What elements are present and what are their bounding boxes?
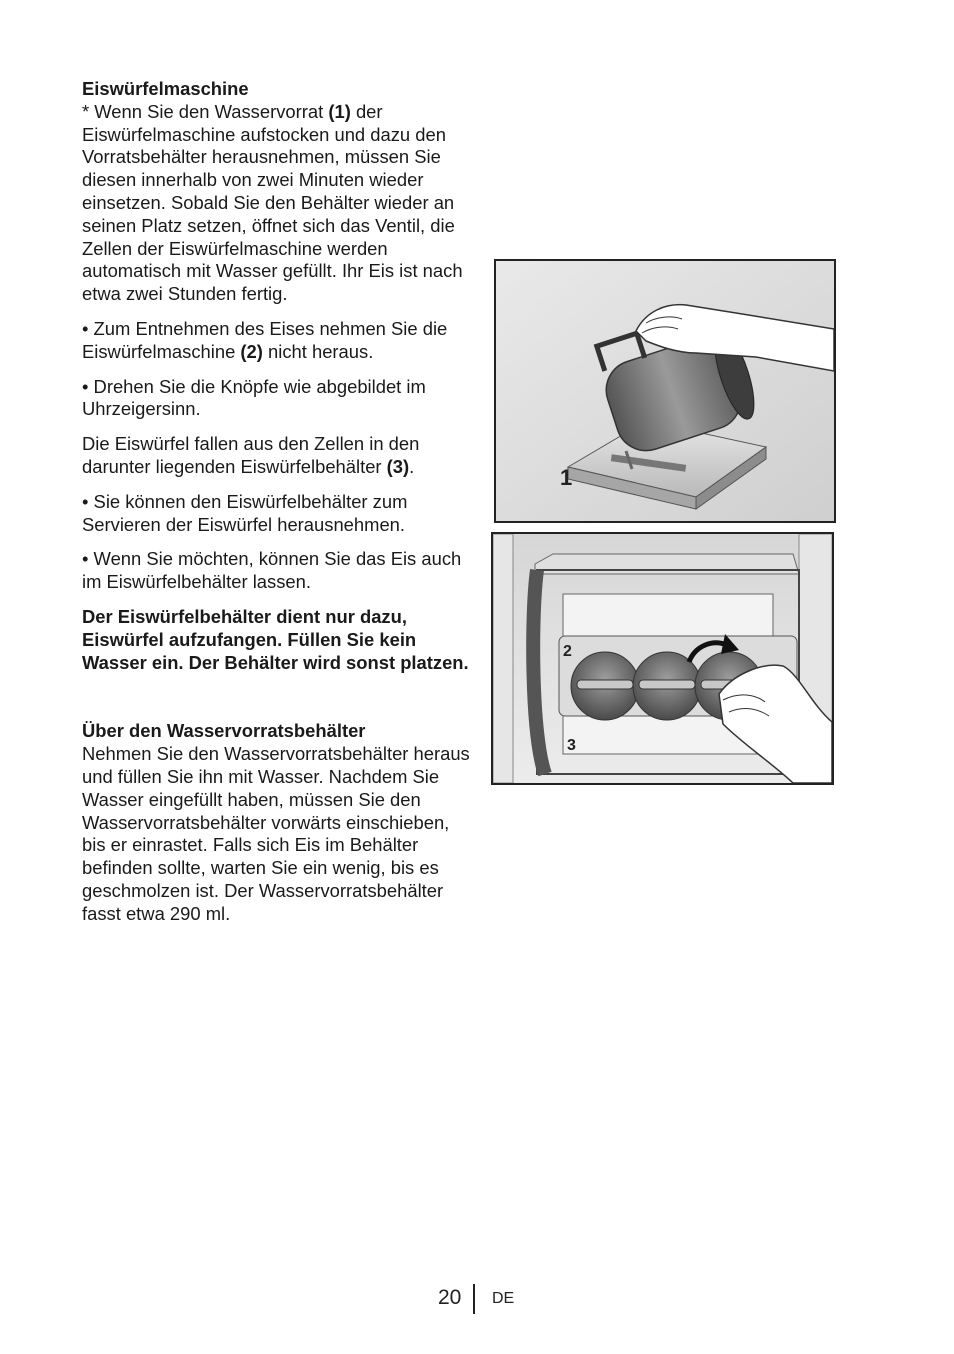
paragraph-cubes-fall-text-b: . bbox=[409, 455, 415, 477]
ref-3: (3) bbox=[386, 455, 410, 477]
bullet-remove-ice-text-a: • Zum Entnehmen des Eises nehmen Sie die Eiswürfelmaschine bbox=[82, 317, 448, 362]
spacer bbox=[82, 686, 470, 720]
paragraph-refill-text-b: der Eiswürfelmaschine aufstocken und dazu den Vorratsbehälter herausnehmen, müssen Sie diesen innerhalb von zwei Minuten wieder einsetzen. Sobald Sie den Behälter wieder an seinen Platz setzen, öffnet sich das Ventil, die Zellen der Eiswürfelmaschine werden automatisch mit Wasser gefüllt. Ihr Eis ist nach etwa zwei Stunden fertig. bbox=[82, 100, 463, 305]
refill-illustration bbox=[496, 261, 834, 521]
paragraph-cubes-fall-text-a: Die Eiswürfel fallen aus den Zellen in den darunter liegenden Eiswürfelbehälter bbox=[82, 433, 420, 477]
knobs-illustration bbox=[493, 534, 832, 783]
bullet-remove-ice bbox=[82, 318, 470, 364]
bullet-turn-knobs: • Drehen Sie die Knöpfe wie abgebildet im Uhrzeigersinn. bbox=[82, 375, 426, 420]
ref-2: (2) bbox=[240, 340, 263, 362]
heading-ice-maker: Eiswürfelmaschine bbox=[82, 78, 249, 99]
section-ice-maker bbox=[82, 78, 470, 306]
heading-water-tank: Über den Wasservorratsbehälter bbox=[82, 720, 366, 742]
page-number: 20 bbox=[438, 1286, 462, 1309]
paragraph-water-tank: Nehmen Sie den Wasservorratsbehälter heraus und füllen Sie ihn mit Wasser. Nachdem Sie Wasser eingefüllt haben, müssen Sie den Wasservorratsbehälter vorwärts einschieben, bis er einrastet. Falls sich Eis im Behälter befinden sollte, warten Sie ein wenig, bis es geschmolzen ist. Der Wasservorratsbehälter fasst etwa 290 ml. bbox=[82, 743, 470, 924]
page-footer bbox=[0, 1284, 954, 1318]
text-column bbox=[82, 78, 470, 938]
warning-text: Der Eiswürfelbehälter dient nur dazu, Eiswürfel aufzufangen. Füllen Sie kein Wasser ein. Der Behälter wird sonst platzen. bbox=[82, 605, 469, 673]
figure-label-2: 2 bbox=[563, 643, 572, 660]
ref-1: (1) bbox=[328, 100, 351, 122]
figure-label-3: 3 bbox=[567, 737, 576, 754]
bullet-serve: • Sie können den Eiswürfelbehälter zum Servieren der Eiswürfel herausnehmen. bbox=[82, 490, 408, 535]
figure-refill-tank bbox=[494, 259, 836, 523]
language-code: DE bbox=[492, 1290, 515, 1307]
bullet-leave-ice: • Wenn Sie möchten, können Sie das Eis auch im Eiswürfelbehälter lassen. bbox=[82, 548, 462, 593]
bullet-remove-ice-text-b: nicht heraus. bbox=[262, 340, 374, 362]
paragraph-refill-text-a: * Wenn Sie den Wasservorrat bbox=[82, 100, 329, 122]
footer-divider bbox=[473, 1284, 475, 1314]
section-water-tank bbox=[82, 720, 470, 925]
paragraph-cubes-fall bbox=[82, 433, 470, 479]
figure-label-1: 1 bbox=[560, 465, 573, 490]
figure-turn-knobs bbox=[491, 532, 834, 785]
